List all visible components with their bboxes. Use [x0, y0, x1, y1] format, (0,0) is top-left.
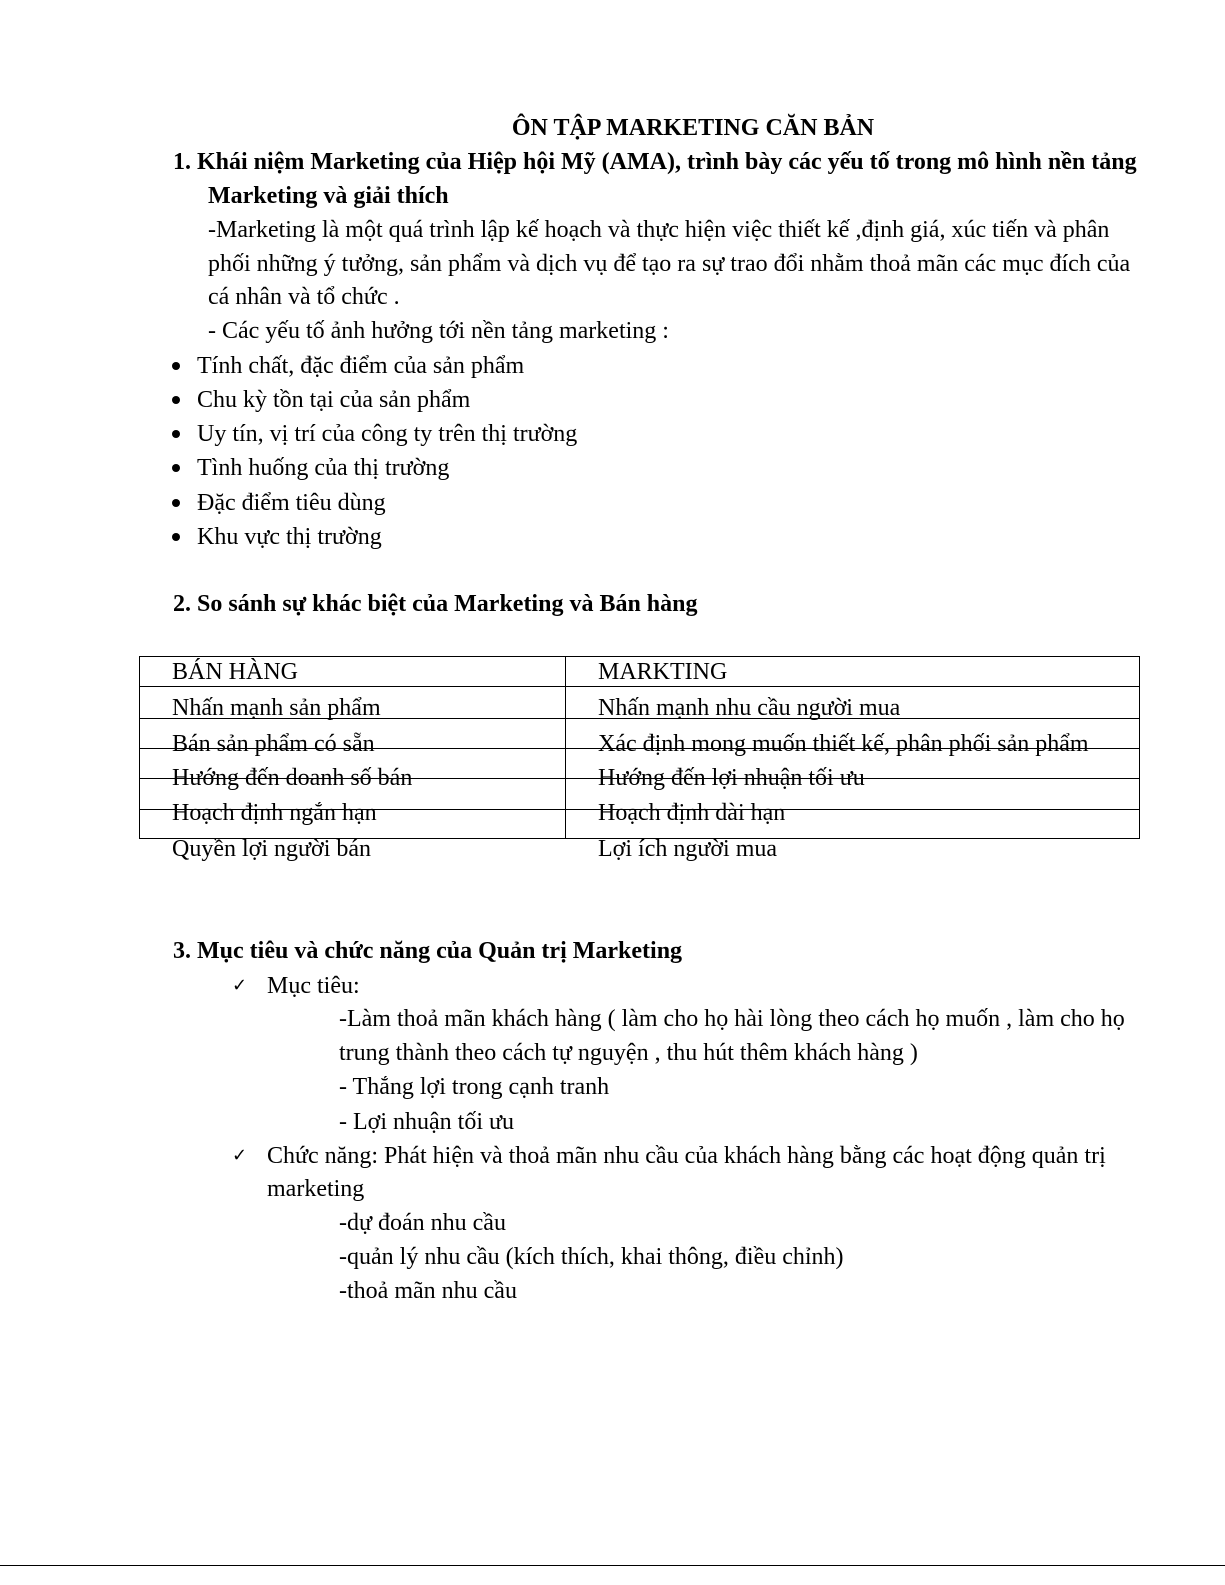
goals-label: Mục tiêu:	[267, 973, 360, 999]
goals-text-line: - Thắng lợi trong cạnh tranh	[339, 1074, 610, 1100]
checkmark-icon: ✓	[232, 1145, 248, 1166]
list-item: -dự đoán nhu cầu	[339, 1210, 506, 1236]
bullet-icon	[172, 464, 180, 472]
table-header-selling: BÁN HÀNG	[172, 659, 298, 685]
list-item: -thoả mãn nhu cầu	[339, 1278, 517, 1304]
table-cell: Nhấn mạnh nhu cầu người mua	[598, 695, 901, 721]
goals-text-line: trung thành theo cách tự nguyện , thu hút thêm khách hàng )	[339, 1040, 918, 1066]
list-item: Uy tín, vị trí của công ty trên thị trường	[197, 421, 578, 447]
section-1-paragraph-line: -Marketing là một quá trình lập kế hoạch và thực hiện việc thiết kế ,định giá, xúc tiến và phân	[208, 217, 1110, 243]
section-1-paragraph-line: cá nhân và tổ chức .	[208, 284, 400, 310]
bullet-icon	[172, 499, 180, 507]
list-item: -quản lý nhu cầu (kích thích, khai thông, điều chỉnh)	[339, 1244, 844, 1270]
bullet-icon	[172, 396, 180, 404]
list-item: Chu kỳ tồn tại của sản phẩm	[197, 387, 471, 413]
table-cell: Lợi ích người mua	[598, 836, 778, 862]
table-cell: Hoạch định ngắn hạn	[172, 800, 377, 826]
table-cell: Hướng đến doanh số bán	[172, 765, 413, 791]
list-item: Khu vực thị trường	[197, 524, 382, 550]
page-title: ÔN TẬP MARKETING CĂN BẢN	[511, 115, 875, 141]
function-text-line: marketing	[267, 1176, 365, 1202]
goals-text-line: -Làm thoả mãn khách hàng ( làm cho họ hài lòng theo cách họ muốn , làm cho họ	[339, 1006, 1125, 1032]
bullet-icon	[172, 362, 180, 370]
table-cell: Bán sản phẩm có sẵn	[172, 731, 375, 757]
goals-text-line: - Lợi nhuận tối ưu	[339, 1109, 515, 1135]
factors-intro: - Các yếu tố ảnh hưởng tới nền tảng marketing :	[208, 318, 669, 344]
section-2-heading: 2. So sánh sự khác biệt của Marketing và Bán hàng	[173, 591, 698, 617]
list-item: Tình huống của thị trường	[197, 455, 450, 481]
checkmark-icon: ✓	[232, 975, 248, 996]
section-1-heading-cont: Marketing và giải thích	[208, 183, 449, 209]
table-header-marketing: MARKTING	[598, 659, 728, 685]
table-cell: Hướng đến lợi nhuận tối ưu	[598, 765, 865, 791]
bullet-icon	[172, 430, 180, 438]
table-cell: Quyền lợi người bán	[172, 836, 372, 862]
section-1-heading: 1. Khái niệm Marketing của Hiệp hội Mỹ (AMA), trình bày các yếu tố trong mô hình nền tảng	[173, 149, 1137, 175]
list-item: Đặc điểm tiêu dùng	[197, 490, 386, 516]
table-cell: Xác định mong muốn thiết kế, phân phối sản phẩm	[598, 731, 1089, 757]
table-cell: Hoạch định dài hạn	[598, 800, 786, 826]
table-cell: Nhấn mạnh sản phẩm	[172, 695, 381, 721]
function-text-line: Chức năng: Phát hiện và thoả mãn nhu cầu của khách hàng bằng các hoạt động quản trị	[267, 1143, 1106, 1169]
section-1-paragraph-line: phối những ý tưởng, sản phẩm và dịch vụ để tạo ra sự trao đổi nhằm thoả mãn các mục đích của	[208, 251, 1131, 277]
list-item: Tính chất, đặc điểm của sản phẩm	[197, 353, 525, 379]
section-3-heading: 3. Mục tiêu và chức năng của Quản trị Marketing	[173, 938, 683, 964]
bullet-icon	[172, 533, 180, 541]
page-bottom-divider	[0, 1565, 1225, 1566]
